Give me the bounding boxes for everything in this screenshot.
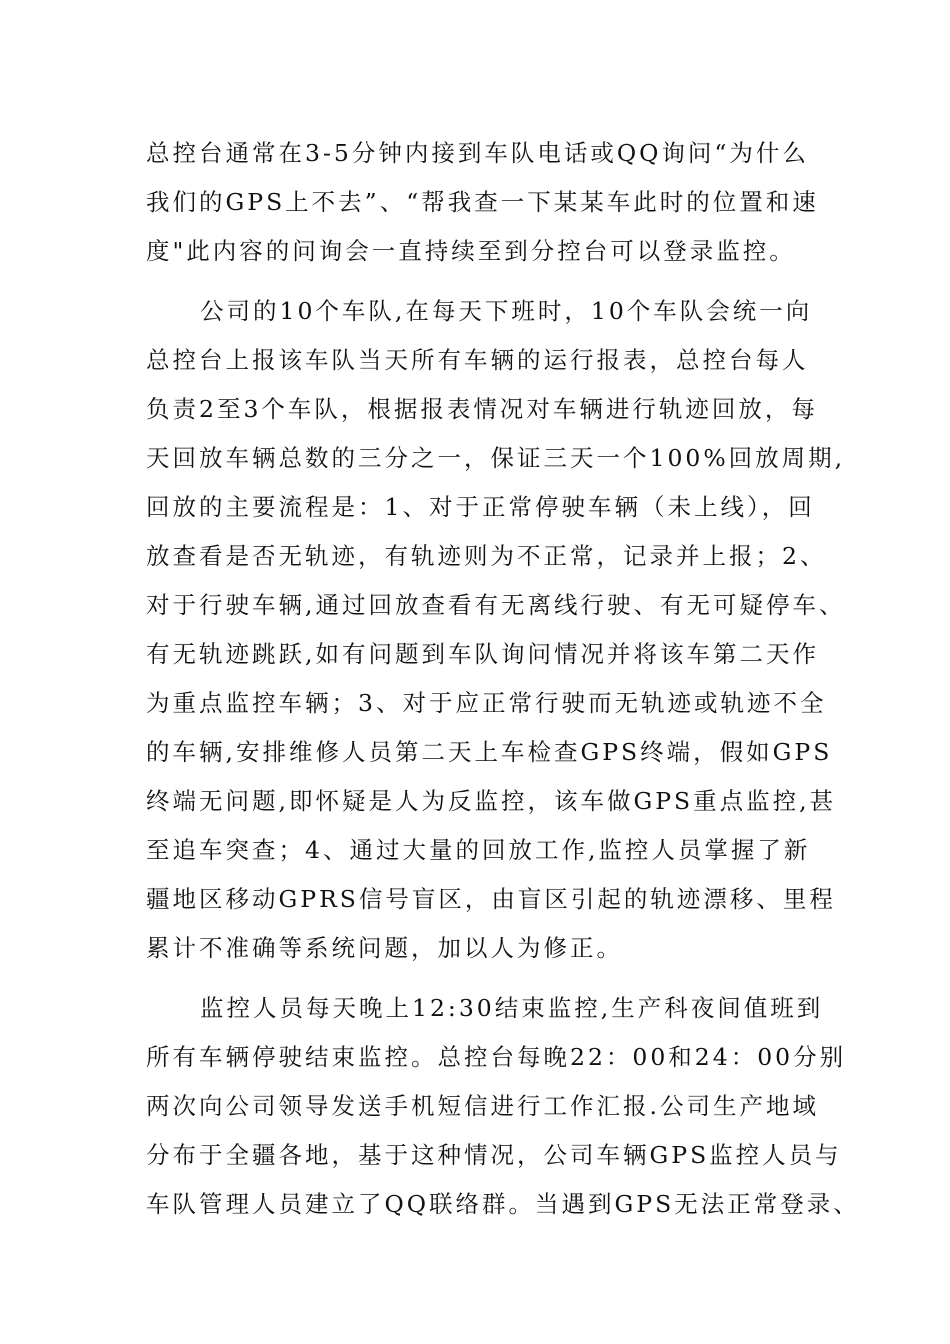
document-body — [146, 129, 860, 1229]
text-line: 两次向公司领导发送手机短信进行工作汇报.公司生产地域 — [146, 1092, 819, 1120]
text-line: 总控台通常在3-5分钟内接到车队电话或QQ询问“为什么 — [146, 139, 809, 167]
text-line: 至追车突查；4、通过大量的回放工作,监控人员掌握了新 — [146, 836, 811, 864]
text-line: 天回放车辆总数的三分之一，保证三天一个100%回放周期, — [146, 444, 846, 472]
paragraph-1 — [146, 129, 826, 276]
text-line: 的车辆,安排维修人员第二天上车检查GPS终端，假如GPS — [146, 738, 833, 766]
text-line: 车队管理人员建立了QQ联络群。当遇到GPS无法正常登录、 — [146, 1190, 860, 1218]
text-line: 度"此内容的问询会一直持续至到分控台可以登录监控。 — [146, 237, 796, 265]
text-line: 所有车辆停驶结束监控。总控台每晚22：00和24：00分别 — [146, 1043, 847, 1071]
text-line: 为重点监控车辆；3、对于应正常行驶而无轨迹或轨迹不全 — [146, 689, 827, 717]
paragraph-2 — [146, 287, 846, 973]
text-line: 有无轨迹跳跃,如有问题到车队询问情况并将该车第二天作 — [146, 640, 819, 668]
text-line: 分布于全疆各地，基于这种情况，公司车辆GPS监控人员与 — [146, 1141, 842, 1169]
text-line: 放查看是否无轨迹，有轨迹则为不正常，记录并上报；2、 — [146, 542, 827, 570]
text-line: 累计不准确等系统问题，加以人为修正。 — [146, 934, 623, 962]
text-line: 回放的主要流程是：1、对于正常停驶车辆（未上线），回 — [146, 493, 815, 521]
text-line: 我们的GPS上不去”、“帮我查一下某某车此时的位置和速 — [146, 188, 819, 216]
text-line: 监控人员每天晚上12:30结束监控,生产科夜间值班到 — [200, 994, 824, 1022]
text-line: 负责2至3个车队，根据报表情况对车辆进行轨迹回放，每 — [146, 395, 818, 423]
paragraph-3 — [146, 984, 860, 1229]
text-line: 公司的10个车队,在每天下班时，10个车队会统一向 — [200, 297, 813, 325]
text-line: 疆地区移动GPRS信号盲区，由盲区引起的轨迹漂移、里程 — [146, 885, 836, 913]
text-line: 对于行驶车辆,通过回放查看有无离线行驶、有无可疑停车、 — [146, 591, 846, 619]
text-line: 终端无问题,即怀疑是人为反监控，该车做GPS重点监控,甚 — [146, 787, 837, 815]
text-line: 总控台上报该车队当天所有车辆的运行报表，总控台每人 — [146, 346, 809, 374]
